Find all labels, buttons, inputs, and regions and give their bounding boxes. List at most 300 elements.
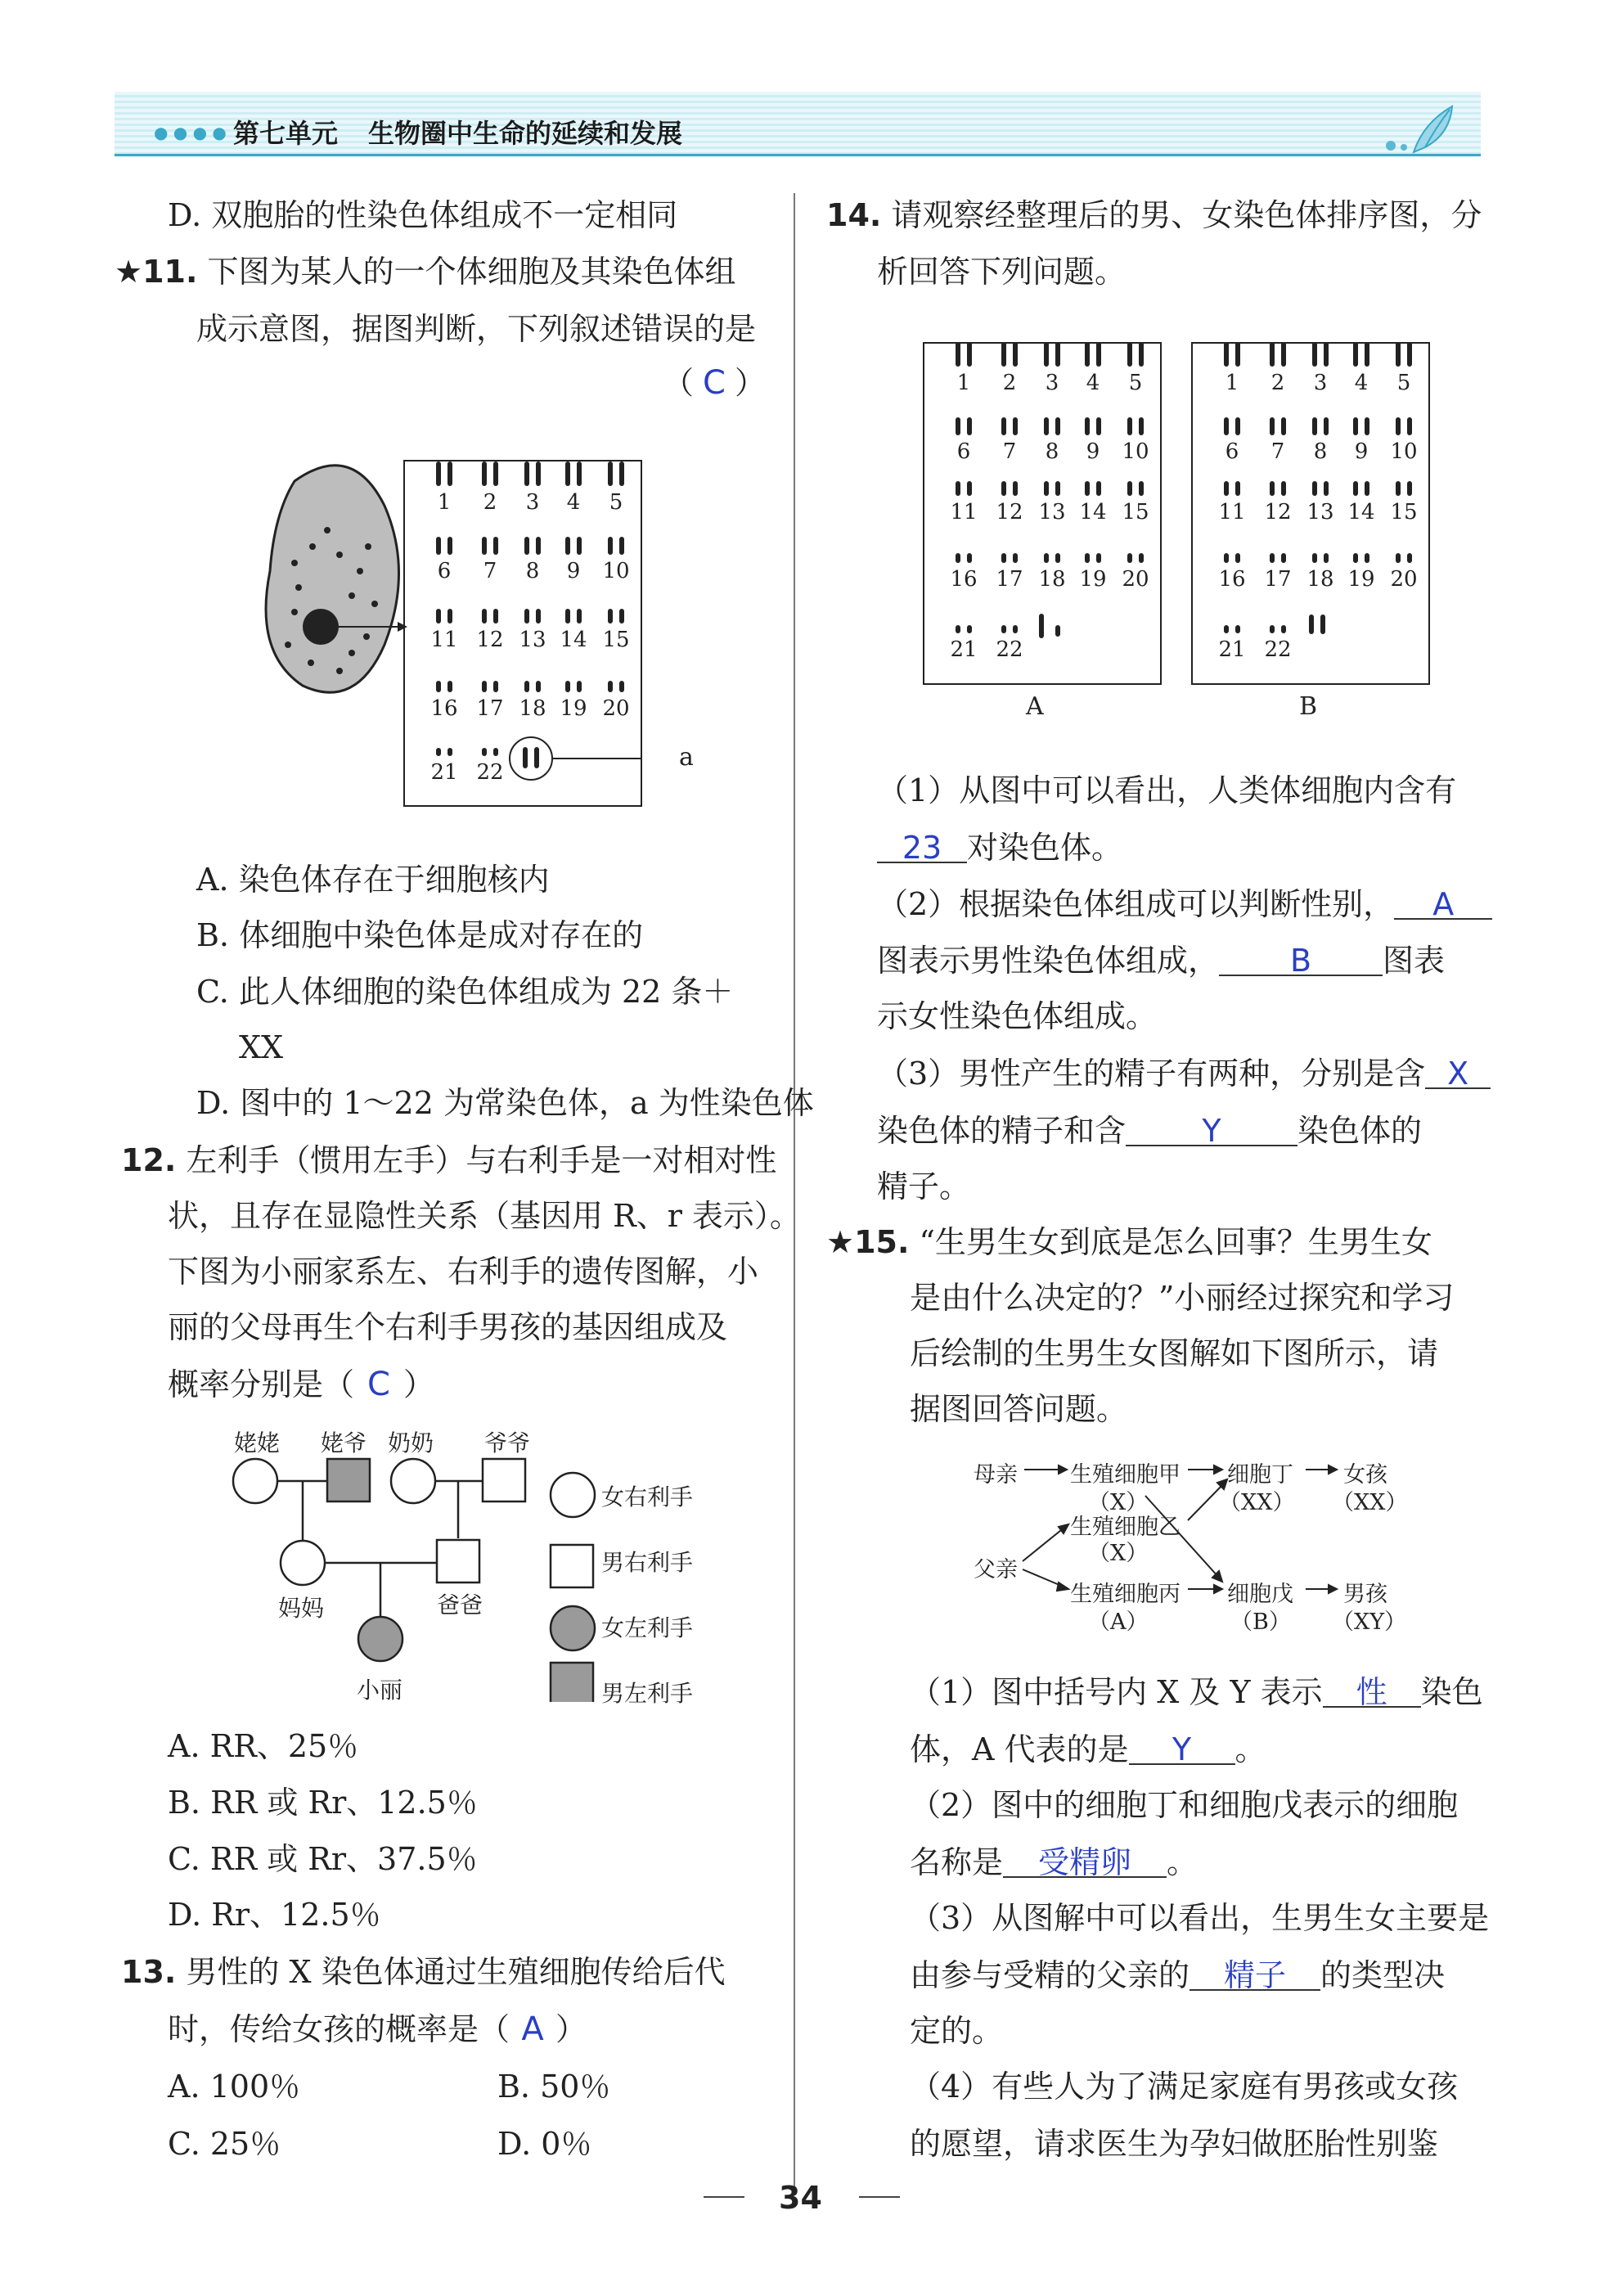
chromosome xyxy=(1270,553,1275,563)
chromosome-number: 4 xyxy=(1086,371,1100,395)
chromosome xyxy=(1224,481,1229,496)
q12-option-d: D. Rr、12.5％ xyxy=(168,1897,381,1933)
q13-line2: 时，传给女孩的概率是（ A ） xyxy=(168,2010,587,2048)
pedigree-baba: 爸爸 xyxy=(437,1591,483,1618)
chromosome xyxy=(1044,344,1049,367)
diagram-cell-yi: 生殖细胞乙 xyxy=(1070,1515,1181,1540)
chromosome-number: 21 xyxy=(430,760,458,785)
q12-option-b: B. RR 或 Rr、12.5％ xyxy=(168,1785,478,1821)
chromosome xyxy=(447,681,452,692)
chromosome xyxy=(1407,344,1412,367)
chromosome xyxy=(1407,481,1412,496)
diagram-cell-jia: 生殖细胞甲 xyxy=(1070,1462,1181,1488)
chromosome-number: 3 xyxy=(1313,371,1328,395)
legend-male-left: 男左利手 xyxy=(601,1680,694,1707)
chromosome xyxy=(482,748,487,756)
chromosome xyxy=(1281,417,1286,435)
chromosome xyxy=(1013,344,1018,367)
chromosome xyxy=(1281,625,1286,633)
q14-p1-blank: 23 xyxy=(877,834,967,863)
chromosome-number: 5 xyxy=(1128,371,1143,395)
chromosome xyxy=(1235,481,1240,496)
chromosome xyxy=(1055,553,1060,563)
chromosome xyxy=(1139,344,1144,367)
chromosome xyxy=(524,461,529,486)
q11-karyotype xyxy=(405,461,641,805)
chromosome xyxy=(524,681,529,692)
q12-line2: 状，且存在显隐性关系（基因用 R、r 表示）。 xyxy=(168,1198,801,1234)
chromosome xyxy=(1396,417,1401,435)
chromosome xyxy=(1013,481,1018,496)
chromosome xyxy=(1407,553,1412,563)
chromosome xyxy=(482,461,487,486)
baba-symbol xyxy=(437,1540,479,1582)
chromosome-number: 22 xyxy=(996,637,1023,662)
chromosome xyxy=(1407,417,1412,435)
chromosome xyxy=(1139,553,1144,563)
chromosome xyxy=(436,748,441,756)
chromosome xyxy=(1001,481,1006,496)
header-line xyxy=(115,154,1481,156)
chromosome-number: 19 xyxy=(560,696,587,721)
chromosome-number: 20 xyxy=(1122,567,1149,592)
chromosome-number: 10 xyxy=(1390,439,1418,464)
chromosome xyxy=(1324,553,1329,563)
chromosome xyxy=(436,681,441,692)
diagram-father: 父亲 xyxy=(974,1557,1018,1582)
chromosome-number: 8 xyxy=(1045,439,1059,464)
leaf-icon xyxy=(1374,98,1473,157)
chromosome-number: 19 xyxy=(1079,567,1107,592)
chromosome-number: 1 xyxy=(956,371,971,395)
chromosome-number: 9 xyxy=(566,559,581,583)
q14-p2-line2: 图表示男性染色体组成， B 图表 xyxy=(877,943,1446,979)
q14-p2-line1: （2）根据染色体组成可以判断性别， A xyxy=(877,888,1492,921)
chromosome xyxy=(967,344,972,367)
q11-option-d: D. 图中的 1～22 为常染色体，a 为性染色体 xyxy=(196,1085,814,1121)
chromosome-number: 14 xyxy=(560,628,587,652)
chromosome xyxy=(1312,481,1317,496)
chromosome xyxy=(1270,344,1275,367)
chromosome xyxy=(436,537,441,555)
q12-line4: 丽的父母再生个右利手男孩的基因组成及 xyxy=(168,1309,728,1345)
chromosome-number: 20 xyxy=(602,696,630,721)
chromosome xyxy=(1096,553,1101,563)
chromosome xyxy=(1139,417,1144,435)
q14-p1-line1: （1）从图中可以看出，人类体细胞内含有 xyxy=(877,772,1457,808)
chromosome xyxy=(493,609,498,624)
chromosome-number: 8 xyxy=(1313,439,1328,464)
chromosome-number: 3 xyxy=(525,490,540,515)
chromosome-number: 4 xyxy=(566,490,581,515)
nainai-symbol xyxy=(391,1459,435,1503)
q14-line2: 析回答下列问题。 xyxy=(877,254,1127,290)
chromosome-number: 7 xyxy=(1002,439,1017,464)
chromosome-number: 22 xyxy=(476,760,504,785)
chromosome-number: 18 xyxy=(519,696,546,721)
xiaoli-symbol xyxy=(358,1617,402,1661)
chromosome xyxy=(956,553,960,563)
q12-line1: 12. 左利手（惯用左手）与右利手是一对相对性 xyxy=(121,1142,777,1178)
q15-p3-blank: 精子 xyxy=(1190,1961,1320,1991)
chromosome-number: 4 xyxy=(1354,371,1369,395)
chromosome xyxy=(1044,417,1049,435)
chromosome xyxy=(1001,625,1006,633)
chromosome xyxy=(493,461,498,486)
q14-p3-blank1: X xyxy=(1425,1060,1491,1089)
chromosome xyxy=(1224,344,1229,367)
chromosome-number: 12 xyxy=(476,628,504,652)
q15-p3-line3: 定的。 xyxy=(910,2013,1004,2049)
chromosome xyxy=(956,417,960,435)
chromosome xyxy=(1353,344,1358,367)
footer-dash-left xyxy=(704,2196,744,2198)
q13-option-a: A. 100％ xyxy=(168,2069,301,2105)
q14-p2-blank2: B xyxy=(1219,947,1383,976)
chromosome xyxy=(536,681,541,692)
q14-p3-line1: （3）男性产生的精子有两种，分别是含 X xyxy=(877,1057,1491,1090)
chromosome xyxy=(577,609,582,624)
chromosome-number: 13 xyxy=(519,628,546,652)
chromosome-number: 15 xyxy=(1390,500,1418,524)
chromosome-number: 15 xyxy=(1122,500,1149,524)
chromosome-number: 2 xyxy=(1002,371,1017,395)
q14-label-a: A xyxy=(1026,692,1044,721)
chromosome xyxy=(1235,625,1240,633)
chromosome xyxy=(1055,481,1060,496)
chromosome xyxy=(1235,417,1240,435)
laoye-symbol xyxy=(327,1459,370,1501)
chromosome xyxy=(482,681,487,692)
chromosome xyxy=(1085,417,1090,435)
chromosome-number: 7 xyxy=(1270,439,1285,464)
chromosome-number: 2 xyxy=(483,490,497,515)
chromosome xyxy=(1270,481,1275,496)
chromosome-number: 11 xyxy=(430,628,458,652)
chromosome xyxy=(608,537,613,555)
q12-number: 12. xyxy=(121,1142,177,1178)
chromosome-number: 5 xyxy=(609,490,623,515)
chromosome xyxy=(1127,344,1132,367)
chromosome xyxy=(536,537,541,555)
chromosome-number: 21 xyxy=(1218,637,1246,662)
chromosome xyxy=(577,461,582,486)
q14-karyotype-a xyxy=(923,342,1162,685)
chromosome-number: 1 xyxy=(1225,371,1239,395)
chromosome-number: 2 xyxy=(1270,371,1285,395)
chromosome xyxy=(1139,481,1144,496)
chromosome xyxy=(956,625,960,633)
chromosome xyxy=(1127,481,1132,496)
q13-number: 13. xyxy=(121,1954,177,1990)
q11-option-c-cont: XX xyxy=(239,1029,284,1065)
x-chromosome xyxy=(1039,614,1044,638)
chromosome xyxy=(1044,553,1049,563)
q12-option-c: C. RR 或 Rr、37.5％ xyxy=(168,1841,478,1877)
chromosome xyxy=(956,481,960,496)
chromosome xyxy=(482,609,487,624)
chromosome-number: 18 xyxy=(1306,567,1334,592)
q14-p1-line2: 23 对染色体。 xyxy=(877,831,1122,864)
chromosome-number: 7 xyxy=(483,559,497,583)
chromosome-number: 16 xyxy=(1218,567,1246,592)
chromosome xyxy=(447,748,452,756)
chromosome-number: 20 xyxy=(1390,567,1418,592)
chromosome xyxy=(1312,553,1317,563)
chromosome xyxy=(1365,344,1369,367)
diagram-cell-jia-sub: （X） xyxy=(1088,1490,1149,1515)
chromosome xyxy=(1013,417,1018,435)
q15-p4-line2: 的愿望，请求医生为孕妇做胚胎性别鉴 xyxy=(910,2126,1439,2162)
chromosome xyxy=(1096,481,1101,496)
q14-p3-line2: 染色体的精子和含 Y 染色体的 xyxy=(877,1113,1423,1149)
chromosome xyxy=(536,461,541,486)
q14-karyotype-b xyxy=(1191,342,1430,685)
chromosome xyxy=(565,461,570,486)
chromosome xyxy=(1085,344,1090,367)
pedigree-laoye: 姥爷 xyxy=(321,1429,367,1456)
header-bar xyxy=(115,92,1481,157)
chromosome xyxy=(1281,344,1286,367)
q13-answer: A xyxy=(521,2010,544,2048)
star-icon: ★ xyxy=(115,254,143,290)
star-icon: ★ xyxy=(826,1224,855,1260)
chromosome-number: 19 xyxy=(1347,567,1375,592)
chromosome xyxy=(1224,553,1229,563)
diagram-mother: 母亲 xyxy=(974,1462,1018,1488)
diagram-cell-wu-sub: （B） xyxy=(1230,1609,1291,1635)
q15-p1-blank2: Y xyxy=(1129,1736,1235,1765)
diagram-cell-ding: 细胞丁 xyxy=(1227,1462,1293,1488)
q15-line1: ★15. “生男生女到底是怎么回事？生男生女 xyxy=(826,1224,1432,1260)
chromosome xyxy=(536,609,541,624)
chromosome xyxy=(619,609,624,624)
chromosome xyxy=(524,537,529,555)
chromosome xyxy=(1353,553,1358,563)
chromosome-number: 12 xyxy=(1264,500,1292,524)
pedigree-laolao: 姥姥 xyxy=(234,1429,281,1456)
q13-option-d: D. 0％ xyxy=(497,2126,592,2162)
header-dots: ● ● ● ● xyxy=(154,123,227,142)
chromosome xyxy=(1270,625,1275,633)
chromosome xyxy=(608,681,613,692)
chromosome xyxy=(619,681,624,692)
chromosome xyxy=(577,537,582,555)
q14-p3-line3: 精子。 xyxy=(877,1168,971,1204)
chromosome-number: 12 xyxy=(996,500,1023,524)
mama-symbol xyxy=(281,1541,325,1585)
q11-stem-line1 xyxy=(115,255,736,288)
q11-answer: C xyxy=(703,364,726,402)
page-number: 34 xyxy=(779,2180,822,2216)
q14-p2-line3: 示女性染色体组成。 xyxy=(877,998,1158,1034)
chromosome xyxy=(1085,481,1090,496)
chromosome xyxy=(967,481,972,496)
footer-dash-right xyxy=(859,2196,900,2198)
chromosome xyxy=(1127,417,1132,435)
diagram-cell-bing-sub: （A） xyxy=(1088,1609,1149,1635)
chromosome-number: 21 xyxy=(950,637,978,662)
diagram-girl: 女孩 xyxy=(1343,1462,1387,1488)
chromosome xyxy=(1055,344,1060,367)
chromosome xyxy=(447,461,452,486)
q11-option-a: A. 染色体存在于细胞核内 xyxy=(196,862,550,898)
chromosome xyxy=(1127,553,1132,563)
q11-option-b: B. 体细胞中染色体是成对存在的 xyxy=(196,917,644,953)
chromosome-number: 15 xyxy=(602,628,630,652)
chromosome xyxy=(1365,481,1369,496)
q13-option-c: C. 25％ xyxy=(168,2126,281,2162)
chromosome-number: 11 xyxy=(1218,500,1246,524)
chromosome xyxy=(1365,417,1369,435)
laolao-symbol xyxy=(233,1459,277,1503)
chromosome-number: 5 xyxy=(1396,371,1411,395)
chromosome xyxy=(565,681,570,692)
chromosome-number: 14 xyxy=(1347,500,1375,524)
q11-cell-diagram xyxy=(262,448,409,718)
chromosome-number: 14 xyxy=(1079,500,1107,524)
q11-answer-paren: （ C ） xyxy=(663,364,767,402)
q15-diagram xyxy=(974,1447,1432,1643)
chromosome-number: 13 xyxy=(1038,500,1066,524)
chromosome-number: 9 xyxy=(1354,439,1369,464)
chromosome xyxy=(608,609,613,624)
chromosome xyxy=(436,461,441,486)
q15-p4-line1: （4）有些人为了满足家庭有男孩或女孩 xyxy=(910,2069,1459,2105)
q15-p2-line2: 名称是 受精卵 。 xyxy=(910,1844,1199,1880)
footer xyxy=(704,2177,900,2217)
chromosome-number: 22 xyxy=(1264,637,1292,662)
pedigree-xiaoli: 小丽 xyxy=(357,1677,403,1704)
q14-p3-blank2: Y xyxy=(1126,1117,1297,1146)
q11-option-c: C. 此人体细胞的染色体组成为 22 条＋ xyxy=(196,974,734,1010)
chromosome xyxy=(1235,553,1240,563)
header-title: 生物圈中生命的延续和发展 xyxy=(368,118,683,149)
chromosome-number: 18 xyxy=(1038,567,1066,592)
chromosome-number: 17 xyxy=(1264,567,1292,592)
chromosome xyxy=(1224,417,1229,435)
q12-line3: 下图为小丽家系左、右利手的遗传图解，小 xyxy=(168,1254,759,1290)
chromosome xyxy=(1324,481,1329,496)
q11-stem1: 下图为某人的一个体细胞及其染色体组 xyxy=(207,254,736,290)
chromosome xyxy=(1396,344,1401,367)
chromosome xyxy=(577,681,582,692)
chromosome xyxy=(967,553,972,563)
q15-line2: 是由什么决定的？”小丽经过探究和学习 xyxy=(910,1280,1455,1316)
chromosome xyxy=(1044,481,1049,496)
q13-option-b: B. 50％ xyxy=(497,2069,611,2105)
chromosome-number: 1 xyxy=(437,490,452,515)
q15-line4: 据图回答问题。 xyxy=(910,1391,1128,1427)
q12-option-a: A. RR、25％ xyxy=(168,1728,359,1764)
diagram-cell-yi-sub: （X） xyxy=(1088,1541,1149,1566)
diagram-cell-bing: 生殖细胞丙 xyxy=(1070,1582,1181,1607)
chromosome-number: 16 xyxy=(950,567,978,592)
q13-line1: 13. 男性的 X 染色体通过生殖细胞传给后代 xyxy=(121,1954,726,1990)
chromosome xyxy=(1235,344,1240,367)
chromosome xyxy=(1309,615,1314,634)
chromosome xyxy=(1013,553,1018,563)
y-chromosome xyxy=(1055,625,1060,637)
chromosome-number: 11 xyxy=(950,500,978,524)
q15-p2-blank: 受精卵 xyxy=(1003,1848,1167,1878)
chromosome-number: 6 xyxy=(1225,439,1239,464)
chromosome xyxy=(565,537,570,555)
chromosome-number: 6 xyxy=(956,439,971,464)
q14-number: 14. xyxy=(826,197,882,233)
diagram-cell-ding-sub: （XX） xyxy=(1219,1490,1295,1515)
chromosome xyxy=(1001,417,1006,435)
q15-p1-line2: 体，A 代表的是 Y 。 xyxy=(910,1731,1266,1767)
q14-p2-blank1: A xyxy=(1394,890,1492,920)
chromosome xyxy=(956,344,960,367)
q15-p3-line1: （3）从图解中可以看出，生男生女主要是 xyxy=(910,1900,1490,1936)
chromosome xyxy=(619,537,624,555)
chromosome-number: 16 xyxy=(430,696,458,721)
q11-karyotype-panel xyxy=(403,460,642,807)
chromosome xyxy=(619,461,624,486)
chromosome-number: 17 xyxy=(476,696,504,721)
chromosome xyxy=(1001,344,1006,367)
q14-line1: 14. 请观察经整理后的男、女染色体排序图，分 xyxy=(826,197,1482,233)
chromosome xyxy=(1353,417,1358,435)
chromosome xyxy=(1396,481,1401,496)
legend-female-right: 女右利手 xyxy=(601,1483,694,1510)
chromosome xyxy=(482,537,487,555)
chromosome xyxy=(524,609,529,624)
chromosome xyxy=(1324,344,1329,367)
chromosome-number: 13 xyxy=(1306,500,1334,524)
q15-p2-line1: （2）图中的细胞丁和细胞戊表示的细胞 xyxy=(910,1787,1459,1823)
column-divider xyxy=(794,193,795,2190)
chromosome xyxy=(493,681,498,692)
chromosome xyxy=(1353,481,1358,496)
chromosome xyxy=(1096,344,1101,367)
chromosome-number: 10 xyxy=(1122,439,1149,464)
chromosome xyxy=(534,747,539,768)
chromosome xyxy=(493,748,498,756)
chromosome xyxy=(967,417,972,435)
q12-line5: 概率分别是（ C ） xyxy=(168,1366,435,1403)
chromosome xyxy=(1055,417,1060,435)
chromosome xyxy=(1270,417,1275,435)
q15-number: 15. xyxy=(854,1224,910,1260)
diagram-girl-sub: （XX） xyxy=(1332,1490,1408,1515)
legend-male-right: 男右利手 xyxy=(601,1549,694,1576)
chromosome xyxy=(1324,417,1329,435)
chromosome xyxy=(447,537,452,555)
chromosome-number: 8 xyxy=(525,559,540,583)
chromosome xyxy=(1001,553,1006,563)
header-unit: 第七单元 xyxy=(233,118,339,149)
chromosome xyxy=(967,625,972,633)
chromosome xyxy=(1085,553,1090,563)
chromosome xyxy=(1281,553,1286,563)
chromosome xyxy=(447,609,452,624)
chromosome xyxy=(1320,615,1325,634)
q12-answer: C xyxy=(367,1366,390,1403)
diagram-boy: 男孩 xyxy=(1343,1582,1387,1607)
diagram-boy-sub: （XY） xyxy=(1332,1609,1407,1635)
q15-p3-line2: 由参与受精的父亲的 精子 的类型决 xyxy=(910,1957,1446,1993)
q10-option-d: D. 双胞胎的性染色体组成不一定相同 xyxy=(168,197,678,233)
chromosome xyxy=(1365,553,1369,563)
chromosome-number: 3 xyxy=(1045,371,1059,395)
chromosome xyxy=(1312,344,1317,367)
chromosome xyxy=(608,461,613,486)
chromosome xyxy=(436,609,441,624)
chromosome xyxy=(1281,481,1286,496)
